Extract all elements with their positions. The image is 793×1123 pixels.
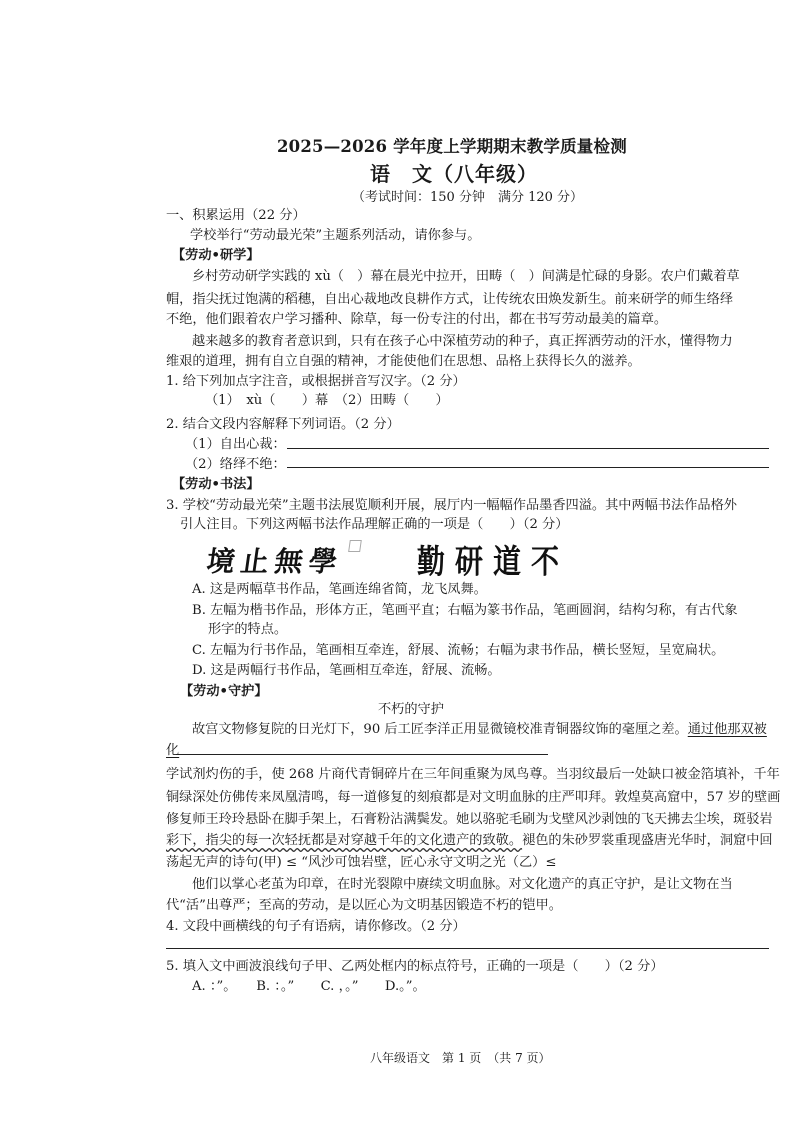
exam-title: 2025—2026 学年度上学期期末教学质量检测 <box>277 137 627 156</box>
exam-time-info: （考试时间：150 分钟 满分 120 分） <box>352 190 584 205</box>
essay-line: 修复师王玲玲悬卧在脚手架上，石膏粉沾满鬓发。她以骆驼毛刷为戈壁风沙剥蚀的飞天拂去尘埃，斑驳岩 <box>166 812 773 827</box>
paragraph-line: 乡村劳动研学实践的 xù（ ）幕在晨光中拉开，田畴（ ）间满是忙碌的身影。农户们戴着草 <box>192 269 740 284</box>
option-d: D. 这是两幅行书作品，笔画相互牵连，舒展、流畅。 <box>192 663 501 678</box>
tag-research: 【劳动•研学】 <box>172 248 260 263</box>
paragraph-line: 帽，指尖抚过饱满的稻穗，自出心裁地改良耕作方式，让传统农田焕发新生。前来研学的师生络绎 <box>166 292 734 307</box>
question-4: 4. 文段中画横线的句子有语病，请你修改。（2 分） <box>166 919 466 934</box>
underline-rule <box>176 754 548 755</box>
wavy-sentence: 彩下，指尖的每一次轻抚都是对穿越千年的文化遗产的致敬。 <box>166 833 523 848</box>
option-c: C. 左幅为行书作品，笔画相互牵连，舒展、流畅；右幅为隶书作品，横长竖短，呈宽扁状。 <box>192 643 725 658</box>
essay-line: 荡起无声的诗句(甲) ≤ “风沙可蚀岩壁，匠心永守文明之光（乙）≤ <box>166 855 557 870</box>
essay-title: 不朽的守护 <box>378 702 444 717</box>
paragraph-line: 不绝，他们跟着农户学习播种、除草，每一份专注的付出，都在书写劳动最美的篇章。 <box>166 312 668 327</box>
tag-guard: 【劳动•守护】 <box>180 684 268 699</box>
paragraph-line: 越来越多的教育者意识到，只有在孩子心中深植劳动的种子，真正挥洒劳动的汗水，懂得物力 <box>192 334 733 349</box>
question-3-line: 引人注目。下列这两幅书法作品理解正确的一项是（ ）（2 分） <box>180 517 569 532</box>
question-1: 1. 给下列加点字注音，或根据拼音写汉字。（2 分） <box>166 374 466 389</box>
answer-line[interactable] <box>166 948 769 949</box>
answer-line[interactable] <box>287 467 769 468</box>
question-2-item-a: （1）自出心裁： <box>185 437 286 452</box>
essay-text: 故宫文物修复院的日光灯下，90 后工匠李洋正用显微镜校准青铜器纹饰的毫厘之差。 <box>192 722 688 737</box>
option-a: A. 这是两幅草书作品，笔画连绵省简，龙飞凤舞。 <box>192 582 487 597</box>
calligraphy-right-text: 勤研道不 <box>417 542 570 581</box>
option-b: B. 左幅为楷书作品，形体方正，笔画平直；右幅为篆书作品，笔画圆润，结构匀称，有古代象 <box>192 603 738 618</box>
question-5: 5. 填入文中画波浪线句子甲、乙两处框内的标点符号，正确的一项是（ ）（2 分） <box>166 959 664 974</box>
question-5-options: A. ：”。 B. ：。” C. ，。” D.。”。 <box>192 979 426 994</box>
exam-subject: 语 文（八年级） <box>370 162 538 186</box>
underlined-sentence-cont: 化 <box>166 743 180 758</box>
calligraphy-right-image <box>417 537 569 583</box>
seal-mark <box>348 540 362 552</box>
essay-line <box>166 829 773 848</box>
essay-text: 褪色的朱砂罗裳重现盛唐光华时，洞窟中回 <box>522 833 773 848</box>
question-2-item-b: （2）络绎不绝： <box>185 457 286 472</box>
question-3-line: 3. 学校“劳动最光荣”主题书法展览顺利开展，展厅内一幅幅作品墨香四溢。其中两幅书法作品格外 <box>166 498 737 513</box>
question-2: 2. 结合文段内容解释下列词语。（2 分） <box>166 417 400 432</box>
answer-line[interactable] <box>287 448 769 449</box>
option-b-cont: 形字的特点。 <box>208 622 288 637</box>
essay-line: 铜绿深处仿佛传来凤凰清鸣，每一道修复的刻痕都是对文明血脉的庄严叩拜。敦煌莫高窟中，57 岁的壁画 <box>166 790 781 805</box>
essay-line <box>192 718 767 737</box>
question-1-items: （1） xù（ ）幕 （2）田畴（ ） <box>205 393 449 408</box>
essay-line: 学试剂灼伤的手，使 268 片商代青铜碎片在三年间重聚为凤鸟尊。当羽纹最后一处缺口被金箔填补，千年 <box>166 767 780 782</box>
tag-calligraphy: 【劳动•书法】 <box>172 477 260 492</box>
page-footer: 八年级语文 第 1 页 （共 7 页） <box>370 1051 551 1065</box>
calligraphy-left-text: 境止無學 <box>204 545 346 578</box>
section-intro: 学校举行“劳动最光荣”主题系列活动，请你参与。 <box>190 228 481 243</box>
paragraph-line: 维艰的道理，拥有自立自强的精神，才能使他们在思想、品格上获得长久的滋养。 <box>166 354 641 369</box>
section-heading: 一、积累运用（22 分） <box>166 208 306 223</box>
essay-line: 代“活”出尊严；至高的劳动，是以匠心为文明基因锻造不朽的铠甲。 <box>166 898 562 913</box>
calligraphy-left-image <box>204 540 362 580</box>
underlined-sentence: 通过他那双被 <box>687 722 767 737</box>
essay-line: 他们以掌心老茧为印章，在时光裂隙中赓续文明血脉。对文化遗产的真正守护，是让文物在当 <box>192 877 733 892</box>
